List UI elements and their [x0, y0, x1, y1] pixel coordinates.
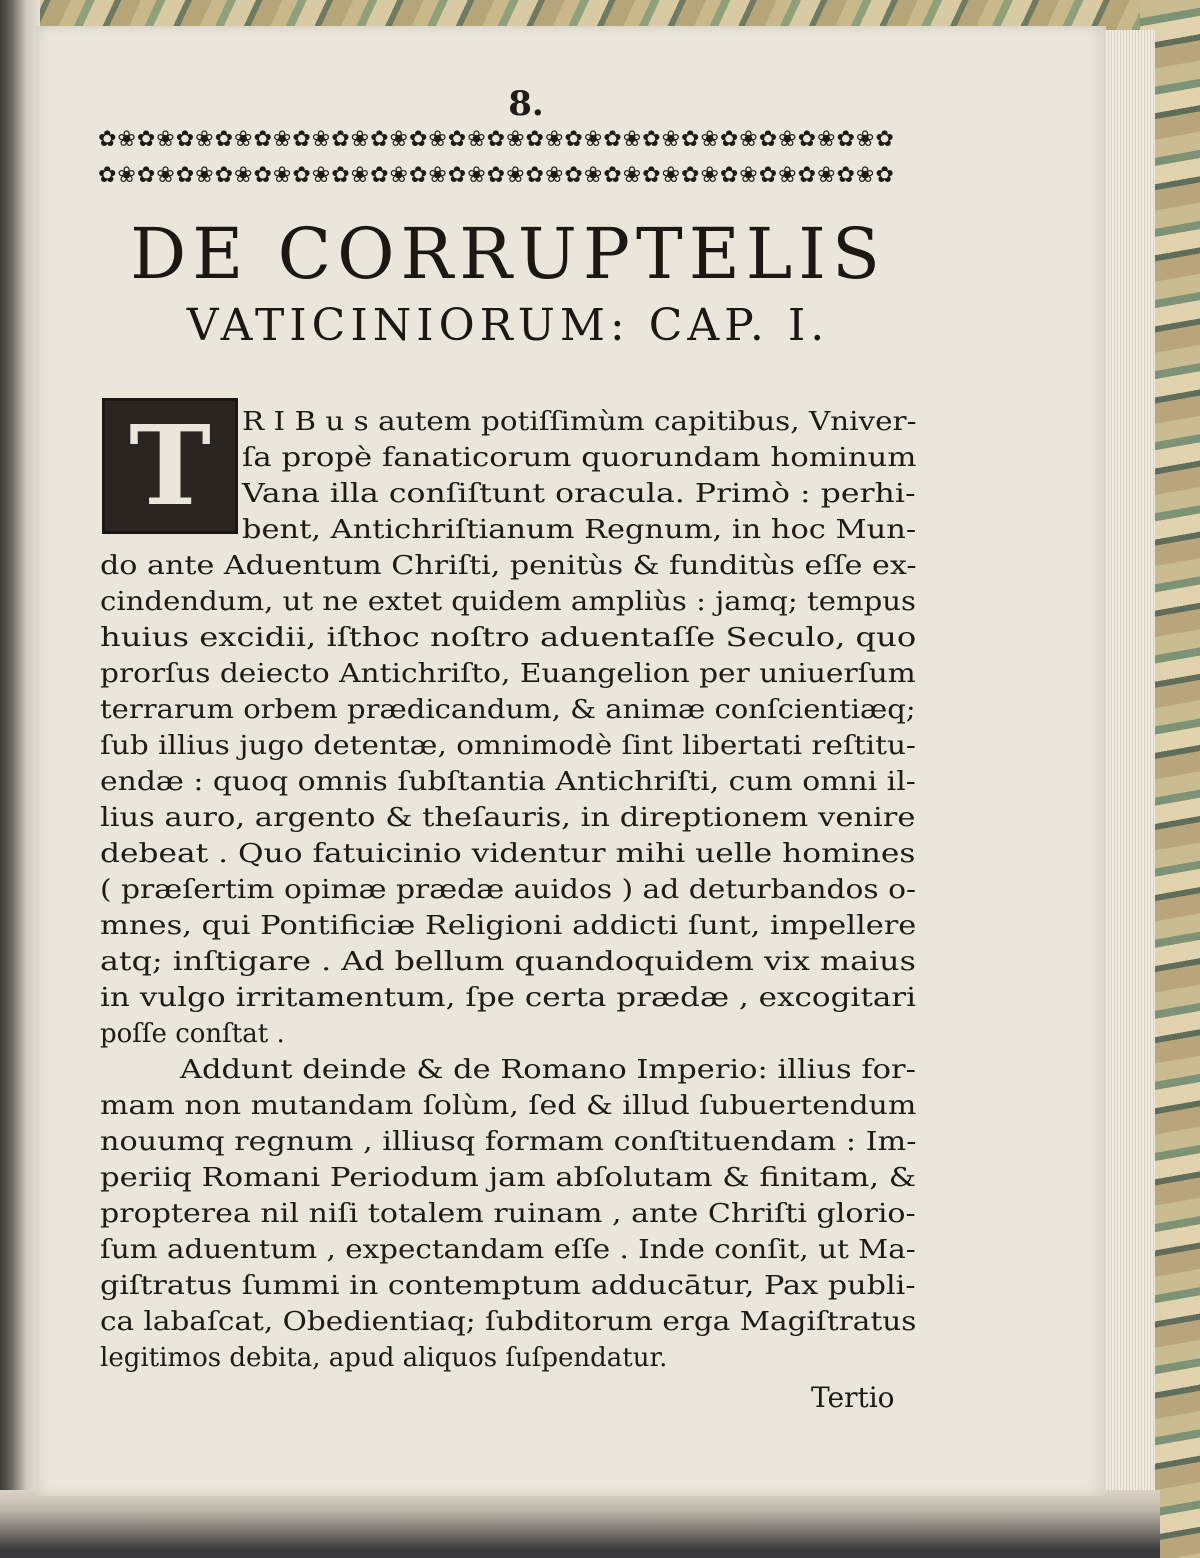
text-line: endæ : quoq omnis ſubſtantia Antichriſti, cum omni il- — [100, 767, 916, 797]
chapter-subtitle: VATICINIORUM: CAP. I. — [186, 300, 830, 351]
text-line: debeat . Quo fatuicinio videntur mihi uelle homines — [100, 839, 916, 869]
decorated-initial: T — [102, 398, 238, 534]
text-line: huius excidii, iſthoc noſtro aduentaſſe Seculo, quo — [100, 623, 917, 653]
text-line: nouumq regnum , illiusq formam conſtituendam : Im- — [100, 1127, 917, 1157]
text-line: prorſus deiecto Antichriſto, Euangelion per uniuerſum — [100, 659, 916, 689]
ornament-band-top: ✿❀✿❀✿❀✿❀✿❀✿❀✿❀✿❀✿❀✿❀✿❀✿❀✿❀✿❀✿❀✿❀✿❀✿❀✿❀✿❀✿ — [98, 128, 895, 152]
text-line: cindendum, ut ne extet quidem ampliùs : jamq; tempus — [100, 587, 917, 617]
text-line: atq; inſtigare . Ad bellum quandoquidem vix maius — [100, 947, 916, 977]
text-line: terrarum orbem prædicandum, & animæ conſcientiæq; — [100, 695, 916, 725]
book-page — [36, 26, 1106, 1496]
text-line: ca labaſcat, Obedientiaq; ſubditorum erga Magiſtratus — [100, 1307, 917, 1337]
text-line: ( præſertim opimæ prædæ auidos ) ad deturbandos o- — [100, 875, 917, 905]
text-line: periiq Romani Periodum jam abſolutam & finitam, & — [100, 1163, 917, 1193]
chapter-title: DE CORRUPTELIS — [130, 213, 886, 295]
text-line: ſa propè fanaticorum quorundam hominum — [242, 443, 917, 473]
catchword: Tertio — [811, 1381, 895, 1414]
text-line: poſſe conſtat . — [100, 1019, 285, 1049]
text-line: legitimos debita, apud aliquos ſuſpendatur. — [100, 1343, 668, 1373]
text-line: mnes, qui Pontificiæ Religioni addicti ſunt, impellere — [100, 911, 917, 941]
ornament-band-bottom: ✿❀✿❀✿❀✿❀✿❀✿❀✿❀✿❀✿❀✿❀✿❀✿❀✿❀✿❀✿❀✿❀✿❀✿❀✿❀✿❀✿ — [98, 164, 895, 188]
text-line: Addunt deinde & de Romano Imperio: illius for- — [180, 1055, 916, 1085]
page-number: 8. — [508, 84, 544, 124]
binding-edge-left — [0, 0, 40, 1558]
page-stack-edges — [1100, 30, 1155, 1525]
text-line: ſum aduentum , expectandam eſſe . Inde conſit, ut Ma- — [100, 1235, 916, 1265]
text-line: mam non mutandam ſolùm, ſed & illud ſubuertendum — [100, 1091, 917, 1121]
text-line: lius auro, argento & theſauris, in direptionem venire — [100, 803, 916, 833]
text-line: giſtratus ſummi in contemptum adducātur, Pax publi- — [100, 1271, 916, 1301]
book-bottom-edge — [0, 1490, 1160, 1558]
text-line: bent, Antichriſtianum Regnum, in hoc Mun- — [242, 515, 917, 545]
text-line: ſub illius jugo detentæ, omnimodè ſint libertati reſtitu- — [100, 731, 916, 761]
text-line: do ante Aduentum Chriſti, penitùs & funditùs eſſe ex- — [100, 551, 917, 581]
text-line: in vulgo irritamentum, ſpe certa prædæ , excogitari — [100, 983, 917, 1013]
text-line: Vana illa conſiſtunt oracula. Primò : perhi- — [242, 479, 916, 509]
text-line: propterea nil niſi totalem ruinam , ante Chriſti glorio- — [100, 1199, 916, 1229]
text-line: R I B u s autem potiſſimùm capitibus, Vniver- — [242, 407, 917, 437]
